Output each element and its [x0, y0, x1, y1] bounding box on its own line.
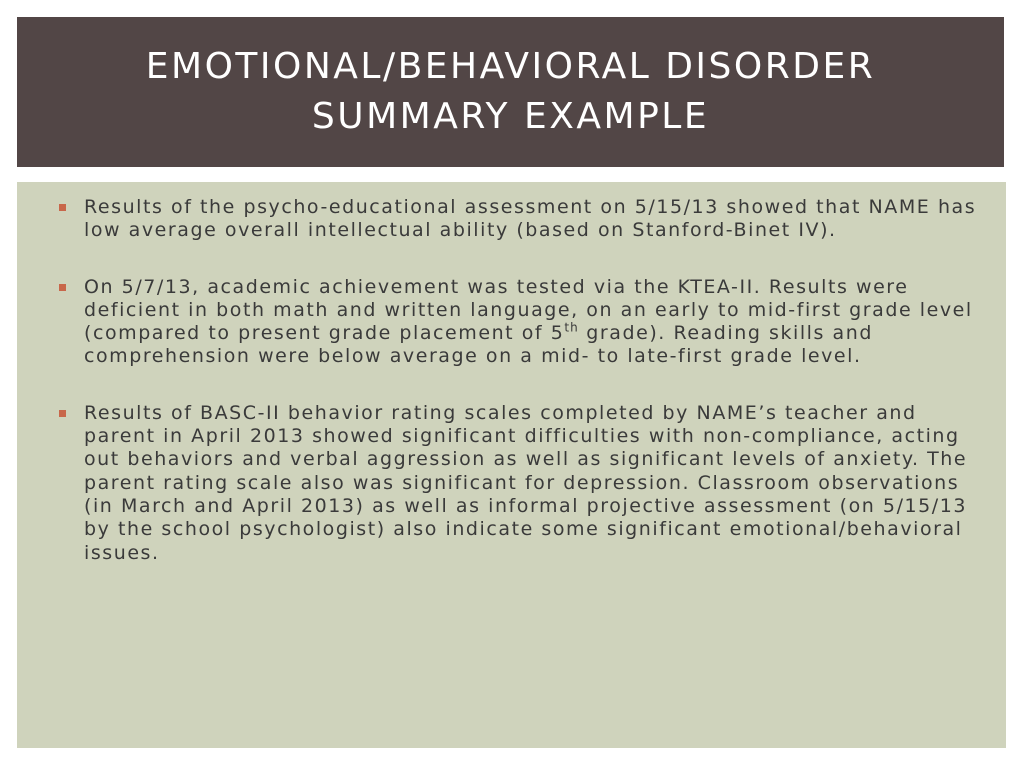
bullet-text-2-part-1: On 5/7/13, academic achievement was tested via the KTEA-II. Results were deficient in both math and written language, on an early to mid-first grade level (compared to present grade placement of 5 [84, 275, 973, 345]
bullet-text-2-superscript: th [564, 320, 579, 335]
bullet-text-2 [84, 276, 973, 368]
title-bar [17, 17, 1004, 167]
slide-title-line-1: EMOTIONAL/BEHAVIORAL DISORDER [145, 46, 876, 87]
square-bullet-icon [59, 284, 66, 291]
bullet-text-1: Results of the psycho-educational assessment on 5/15/13 showed that NAME has low average overall intellectual ability (based on Stanford-Binet IV). [84, 196, 977, 242]
square-bullet-icon [59, 204, 66, 211]
bullet-text-3: Results of BASC-II behavior rating scales completed by NAME’s teacher and parent in April 2013 showed significant difficulties with non-compliance, acting out behaviors and verbal aggression as well as significant levels of anxiety. The parent rating scale also was significant for depression. Classroom observations (in March and April 2013) as well as informal projective assessment (on 5/15/13 by the school psychologist) also indicate some significant emotional/behavioral issues. [84, 401, 968, 564]
bullet-item-1 [17, 196, 1006, 243]
slide-title [146, 42, 875, 142]
bullet-text-2-part-2: grade). Reading skills and comprehension were below average on a mid- to late-first grade level. [84, 322, 873, 368]
square-bullet-icon [59, 410, 66, 417]
bullet-item-3 [17, 402, 1006, 565]
bullet-item-2 [17, 276, 1006, 369]
slide-title-line-2: SUMMARY EXAMPLE [311, 96, 710, 137]
bullet-list [17, 196, 1006, 598]
content-box [17, 182, 1006, 748]
